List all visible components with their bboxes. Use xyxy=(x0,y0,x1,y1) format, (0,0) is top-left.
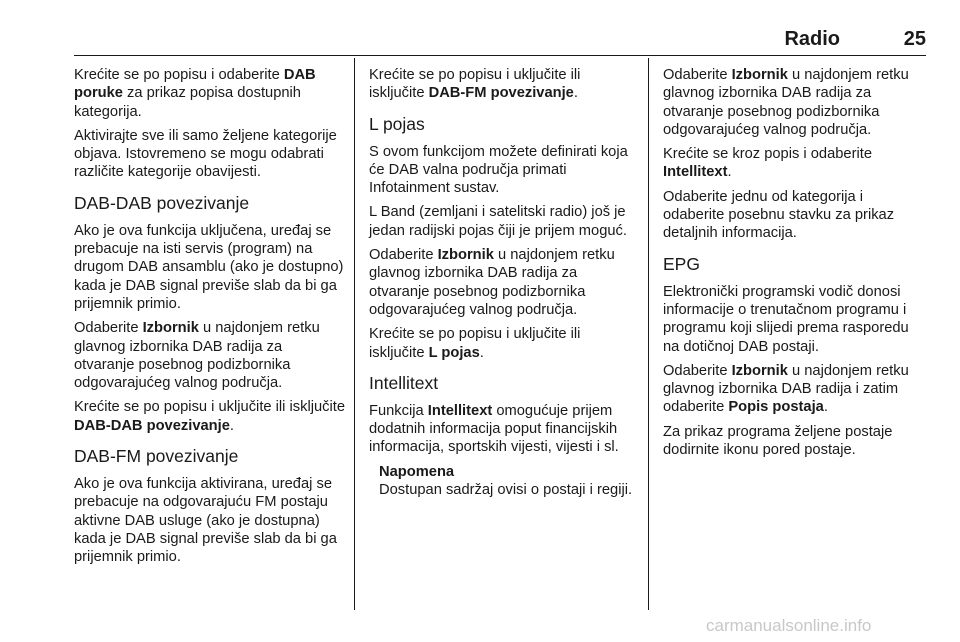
note-text: Dostupan sadržaj ovisi o postaji i regiji. xyxy=(379,482,633,499)
header-rule xyxy=(74,55,926,56)
watermark: carmanualsonline.info xyxy=(706,616,872,635)
heading-dab-dab: DAB-DAB povezivanje xyxy=(74,192,250,213)
paragraph: Krećite se kroz popis i odaberite Intellitext. xyxy=(663,146,872,181)
paragraph: Krećite se po popisu i uključite ili isključite L pojas. xyxy=(369,326,581,361)
heading-intellitext: Intellitext xyxy=(369,372,439,393)
column-divider-2 xyxy=(648,58,649,610)
column-3 xyxy=(663,66,928,465)
paragraph: Krećite se po popisu i odaberite DAB poruke za prikaz popisa dostupnih kategorija. xyxy=(74,67,316,120)
paragraph: L Band (zemljani i satelitski radio) još je jedan radijski pojas čiji je prijem moguć. xyxy=(369,204,627,239)
paragraph: Krećite se po popisu i uključite ili isključite DAB-DAB povezivanje. xyxy=(74,399,346,434)
section-title: Radio xyxy=(784,28,840,50)
column-1 xyxy=(74,66,346,573)
paragraph: Funkcija Intellitext omogućuje prijem dodatnih informacija poput financijskih informacija, sportskih vijesti, vijesti i sl. xyxy=(369,402,619,456)
paragraph: Za prikaz programa željene postaje dodirnite ikonu pored postaje. xyxy=(663,423,893,459)
heading-l-pojas: L pojas xyxy=(369,113,425,134)
paragraph: S ovom funkcijom možete definirati koja će DAB valna područja primati Infotainment sustav. xyxy=(369,143,628,197)
paragraph: Odaberite Izbornik u najdonjem retku glavnog izbornika DAB radija za otvaranje posebnog podizbornika odgovarajućeg valnog područja. xyxy=(74,320,320,392)
paragraph: Odaberite Izbornik u najdonjem retku glavnog izbornika DAB radija i zatim odaberite Popis postaja. xyxy=(663,362,909,416)
paragraph: Krećite se po popisu i uključite ili isključite DAB-FM povezivanje. xyxy=(369,67,581,102)
paragraph: Elektronički programski vodič donosi informacije o trenutačnom programu i programu koji slijedi prema rasporedu na dotičnoj DAB postaji. xyxy=(663,283,909,355)
heading-dab-fm: DAB-FM povezivanje xyxy=(74,446,239,467)
page-number: 25 xyxy=(903,28,926,50)
column-divider-1 xyxy=(354,58,355,610)
paragraph: Ako je ova funkcija aktivirana, uređaj se prebacuje na odgovarajuću FM postaju aktivne DAB usluge (ako je dostupna) kada je DAB signal previše slab da bi ga prijemnik primio. xyxy=(74,476,337,566)
paragraph: Odaberite Izbornik u najdonjem retku glavnog izbornika DAB radija za otvaranje posebnog podizbornika odgovarajućeg valnog područja. xyxy=(369,247,615,318)
paragraph: Odaberite jednu od kategorija i odaberite posebnu stavku za prikaz detaljnih informacija. xyxy=(663,188,895,242)
paragraph: Odaberite Izbornik u najdonjem retku glavnog izbornika DAB radija za otvaranje posebnog podizbornika odgovarajućeg valnog područja. xyxy=(663,67,909,138)
column-2 xyxy=(369,66,633,499)
paragraph: Ako je ova funkcija uključena, uređaj se prebacuje na isti servis (program) na drugom DAB ansamblu (ako je dostupno) kada je DAB signal previše slab da bi ga prijemnik primio. xyxy=(74,222,344,312)
heading-epg: EPG xyxy=(663,253,700,274)
page-header xyxy=(74,22,926,52)
note-title: Napomena xyxy=(379,463,455,480)
paragraph: Aktivirajte sve ili samo željene kategorije objava. Istovremeno se mogu odabrati različite kategorije obavijesti. xyxy=(74,127,337,181)
note-box xyxy=(379,463,633,500)
